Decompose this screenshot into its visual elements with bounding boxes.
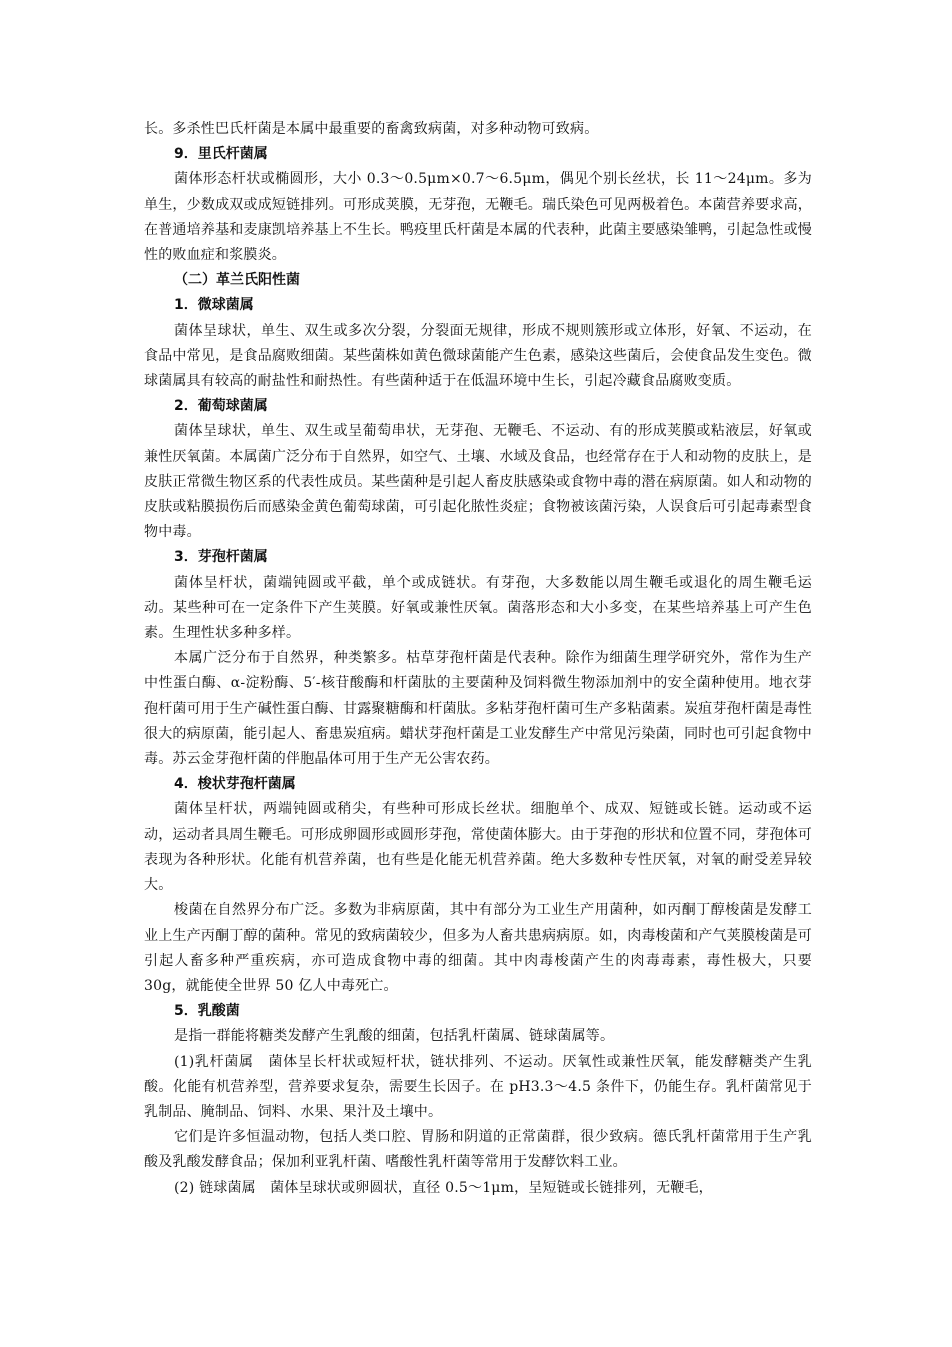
paragraph-bacillus-distribution: 本属广泛分布于自然界，种类繁多。枯草芽孢杆菌是代表种。除作为细菌生理学研究外，常作为生产中性蛋白酶、α-淀粉酶、5′-核苷酸酶和杆菌肽的主要菌种及饲料微生物添加剂中的安全菌种使用。地衣芽孢杆菌可用于生产碱性蛋白酶、甘露聚糖酶和杆菌肽。多粘芽孢杆菌可生产多粘菌素。炭疽芽孢杆菌是毒性很大的病原菌，能引起人、畜患炭疽病。蜡状芽孢杆菌是工业发酵生产中常见污染菌，同时也可引起食物中毒。苏云金芽孢杆菌的伴胞晶体可用于生产无公害农药。 [144, 650, 812, 768]
paragraph-continuation: 长。多杀性巴氏杆菌是本属中最重要的畜禽致病菌，对多种动物可致病。 [144, 121, 599, 137]
heading-lactic-acid-bacteria: 5．乳酸菌 [174, 1003, 240, 1020]
paragraph-riemerella: 菌体形态杆状或椭圆形，大小 0.3～0.5μm×0.7～6.5μm，偶见个别长丝状，长 11～24μm。多为单生，少数成双或成短链排列。可形成荚膜，无芽孢，无鞭毛。瑞氏染色可见两极着色。本菌营养要求高，在普通培养基和麦康凯培养基上不生长。鸭疫里氏杆菌是本属的代表种，此菌主要感染雏鸭，引起急性或慢性的败血症和浆膜炎。 [144, 171, 812, 264]
paragraph-clostridium-distribution: 梭菌在自然界分布广泛。多数为非病原菌，其中有部分为工业生产用菌种，如丙酮丁醇梭菌是发酵工业上生产丙酮丁醇的菌种。常见的致病菌较少，但多为人畜共患病病原。如，肉毒梭菌和产气荚膜梭菌是可引起人畜多种严重疾病，亦可造成食物中毒的细菌。其中肉毒梭菌产生的肉毒毒素，毒性极大，只要 30g，就能使全世界 50 亿人中毒死亡。 [144, 902, 812, 994]
heading-bacillus: 3．芽孢杆菌属 [174, 549, 268, 566]
heading-gram-positive: （二）革兰氏阳性菌 [174, 272, 300, 289]
paragraph-micrococcus: 菌体呈球状，单生、双生或多次分裂，分裂面无规律，形成不规则簇形或立体形，好氧、不运动，在食品中常见，是食品腐败细菌。某些菌株如黄色微球菌能产生色素，感染这些菌后，会使食品发生变色。微球菌属具有较高的耐盐性和耐热性。有些菌种适于在低温环境中生长，引起冷藏食品腐败变质。 [144, 322, 812, 390]
paragraph-lactobacillus: (1)乳杆菌属 菌体呈长杆状或短杆状，链状排列、不运动。厌氧性或兼性厌氧，能发酵糖类产生乳酸。化能有机营养型，营养要求复杂，需要生长因子。在 pH3.3～4.5 条件下，仍能生存。乳杆菌常见于乳制品、腌制品、饲料、水果、果汁及土壤中。 [144, 1053, 812, 1120]
paragraph-staphylococcus: 菌体呈球状，单生、双生或呈葡萄串状，无芽孢、无鞭毛、不运动、有的形成荚膜或粘液层，好氧或兼性厌氧菌。本属菌广泛分布于自然界，如空气、土壤、水域及食品，也经常存在于人和动物的皮肤上，是皮肤正常微生物区系的代表性成员。某些菌种是引起人畜皮肤感染或食物中毒的潜在病原菌。如人和动物的皮肤或粘膜损伤后而感染金黄色葡萄球菌，可引起化脓性炎症；食物被该菌污染，人误食后可引起毒素型食物中毒。 [144, 423, 812, 541]
heading-clostridium: 4．梭状芽孢杆菌属 [174, 776, 296, 793]
paragraph-lactobacillus-uses: 它们是许多恒温动物，包括人类口腔、胃肠和阴道的正常菌群，很少致病。德氏乳杆菌常用于生产乳酸及乳酸发酵食品；保加利亚乳杆菌、嗜酸性乳杆菌等常用于发酵饮料工业。 [144, 1129, 812, 1171]
paragraph-clostridium-morphology: 菌体呈杆状，两端钝圆或稍尖，有些种可形成长丝状。细胞单个、成双、短链或长链。运动或不运动，运动者具周生鞭毛。可形成卵圆形或圆形芽孢，常使菌体膨大。由于芽孢的形状和位置不同，芽孢体可表现为各种形状。化能有机营养菌，也有些是化能无机营养菌。绝大多数种专性厌氧，对氧的耐受差异较大。 [144, 801, 812, 894]
paragraph-bacillus-morphology: 菌体呈杆状，菌端钝圆或平截，单个或成链状。有芽孢，大多数能以周生鞭毛或退化的周生鞭毛运动。某些种可在一定条件下产生荚膜。好氧或兼性厌氧。菌落形态和大小多变，在某些培养基上可产生色素。生理性状多种多样。 [144, 574, 812, 642]
heading-riemerella: 9．里氏杆菌属 [174, 146, 268, 163]
heading-micrococcus: 1．微球菌属 [174, 297, 254, 314]
paragraph-lab-definition: 是指一群能将糖类发酵产生乳酸的细菌，包括乳杆菌属、链球菌属等。 [174, 1028, 615, 1045]
paragraph-streptococcus: (2) 链球菌属 菌体呈球状或卵圆状，直径 0.5～1μm，呈短链或长链排列，无鞭毛， [174, 1179, 713, 1196]
heading-staphylococcus: 2．葡萄球菌属 [174, 398, 268, 415]
